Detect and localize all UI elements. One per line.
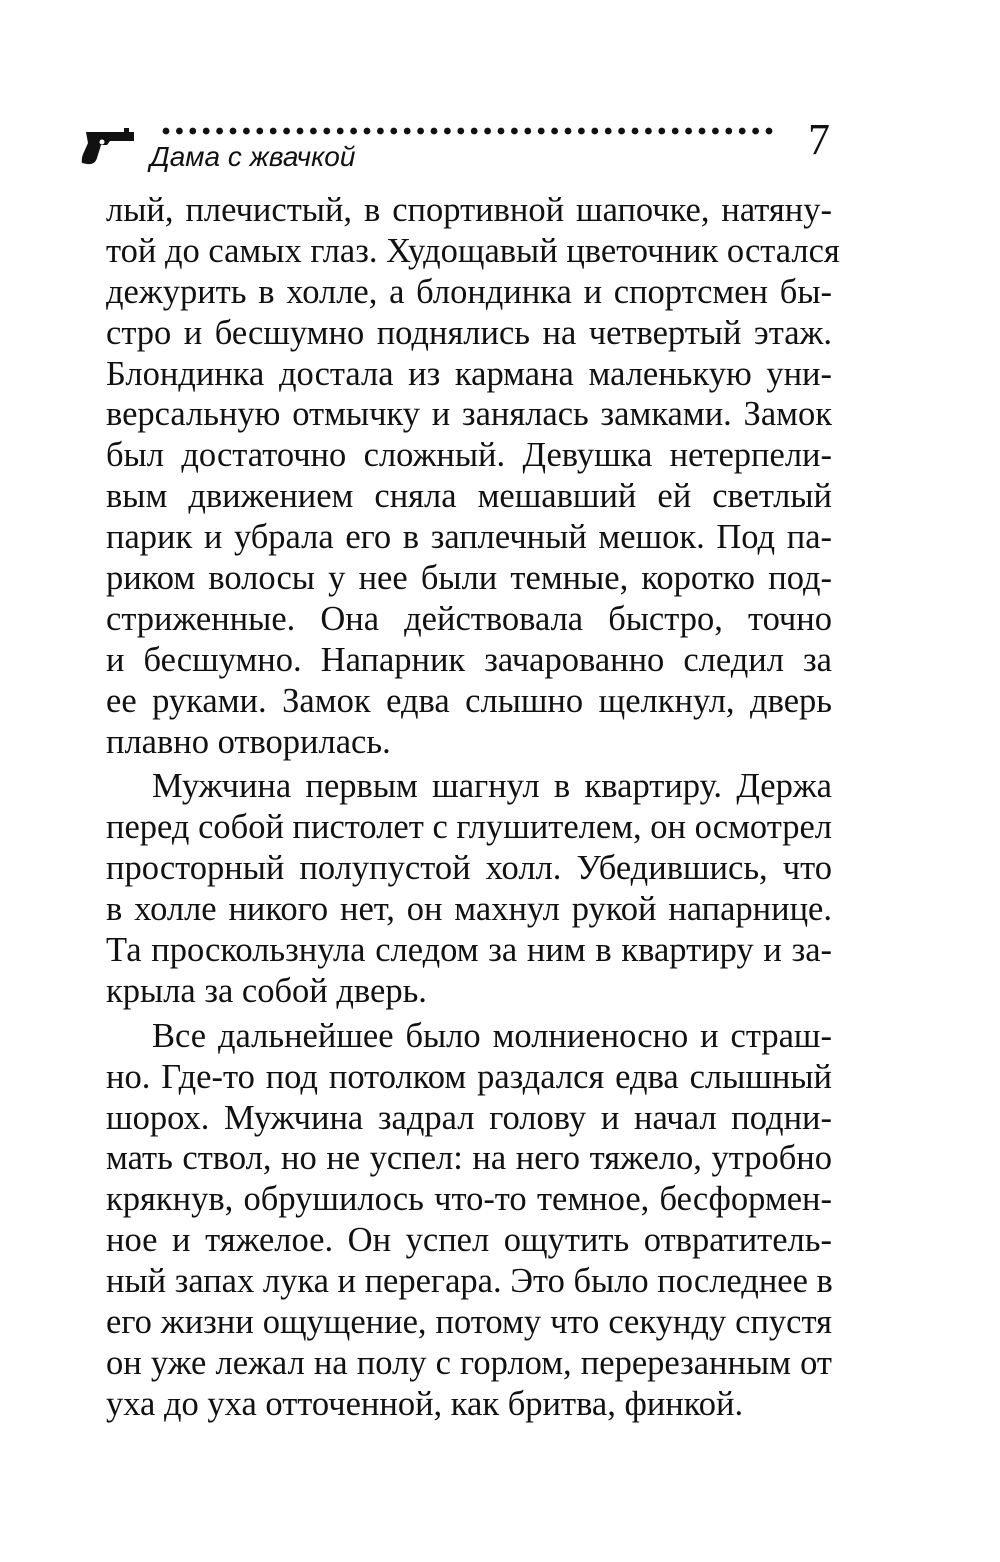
running-header [80,115,840,178]
running-title: Дама с жвачкой [150,141,356,172]
leader-dot [176,128,183,135]
leader-dot [591,128,598,135]
leader-dot [672,128,679,135]
leader-dot [283,128,290,135]
text-line: уха до уха отточенной, как бритва, финкой. [106,1384,744,1423]
leader-dot [364,128,371,135]
text-line: лый, плечистый, в спортивной шапочке, натяну- [106,191,832,229]
text-line: ное и тяжелое. Он успел ощутить отвратитель- [106,1221,832,1260]
text-line: крыла за собой дверь. [106,971,427,1010]
text-line: перед собой пистолет с глушителем, он осмотрел [106,808,832,847]
leader-dot [511,128,518,135]
leader-dot [766,128,773,135]
leader-dot [565,128,572,135]
leader-dot [471,128,478,135]
leader-dot [739,128,746,135]
leader-dot [645,128,652,135]
text-line: и бесшумно. Напарник зачарованно следил за [106,640,832,679]
text-line: версальную отмычку и занялась замками. Замок [106,395,832,434]
text-line: парик и убрала его в заплечный мешок. Под па- [106,518,832,557]
text-line: был достаточно сложный. Девушка нетерпели- [106,436,832,475]
leader-dot [163,128,170,135]
leader-dot [203,128,210,135]
leader-dot [685,128,692,135]
leader-dot [699,128,706,135]
text-line: но. Где-то под потолком раздался едва слышный [106,1057,832,1096]
text-line: плавно отворилась. [106,722,391,761]
header-leader-dots [162,124,862,138]
leader-dot [337,128,344,135]
text-line: крякнув, обрушилось что-то темное, бесформен- [106,1180,832,1219]
leader-dot [417,128,424,135]
leader-dot [524,128,531,135]
leader-dot [256,128,263,135]
paragraph [106,190,840,762]
leader-dot [230,128,237,135]
pistol-icon [80,128,138,168]
leader-dot [377,128,384,135]
leader-dot [618,128,625,135]
leader-dot [270,128,277,135]
leader-dot [538,128,545,135]
text-line: просторный полупустой холл. Убедившись, что [106,849,832,888]
text-line: Мужчина первым шагнул в квартиру. Держа [152,767,832,806]
text-line: ный запах лука и перегара. Это было последнее в [106,1262,833,1301]
leader-dot [404,128,411,135]
leader-dot [216,128,223,135]
paragraph [106,1016,832,1425]
text-line: стриженные. Она действовала быстро, точно [106,599,832,638]
text-line: вым движением сняла мешавший ей светлый [106,477,832,516]
leader-dot [578,128,585,135]
text-line: мать ствол, но не успел: на него тяжело, утробно [106,1139,832,1178]
text-line: его жизни ощущение, потому что секунду спустя [106,1303,832,1342]
leader-dot [725,128,732,135]
paragraph [106,766,832,1011]
leader-dot [484,128,491,135]
leader-dot [243,128,250,135]
leader-dot [189,128,196,135]
text-line: ее руками. Замок едва слышно щелкнул, дверь [106,681,832,720]
leader-dot [658,128,665,135]
leader-dot [350,128,357,135]
text-line: риком волосы у нее были темные, коротко под- [106,559,832,598]
text-line: дежурить в холле, а блондинка и спортсмен бы- [106,272,832,311]
text-line: Все дальнейшее было молниеносно и страш- [152,1016,832,1055]
leader-dot [632,128,639,135]
page-number: 7 [808,115,830,164]
leader-dot [752,128,759,135]
leader-dot [390,128,397,135]
leader-dot [431,128,438,135]
leader-dot [310,128,317,135]
text-line: в холле никого нет, он махнул рукой напарнице. [106,890,832,929]
leader-dot [605,128,612,135]
text-line: стро и бесшумно поднялись на четвертый этаж. [106,313,832,352]
leader-dot [712,128,719,135]
text-line: Блондинка достала из кармана маленькую уни- [106,354,832,393]
leader-dot [498,128,505,135]
text-line: он уже лежал на полу с горлом, перерезанным от [106,1343,832,1382]
leader-dot [444,128,451,135]
text-line: шорох. Мужчина задрал голову и начал подни- [106,1098,832,1137]
text-line: Та проскользнула следом за ним в квартиру и за- [106,931,832,970]
leader-dot [551,128,558,135]
body-text [106,190,840,1425]
leader-dot [323,128,330,135]
leader-dot [457,128,464,135]
text-line: той до самых глаз. Худощавый цветочник остался [106,231,840,270]
leader-dot [297,128,304,135]
